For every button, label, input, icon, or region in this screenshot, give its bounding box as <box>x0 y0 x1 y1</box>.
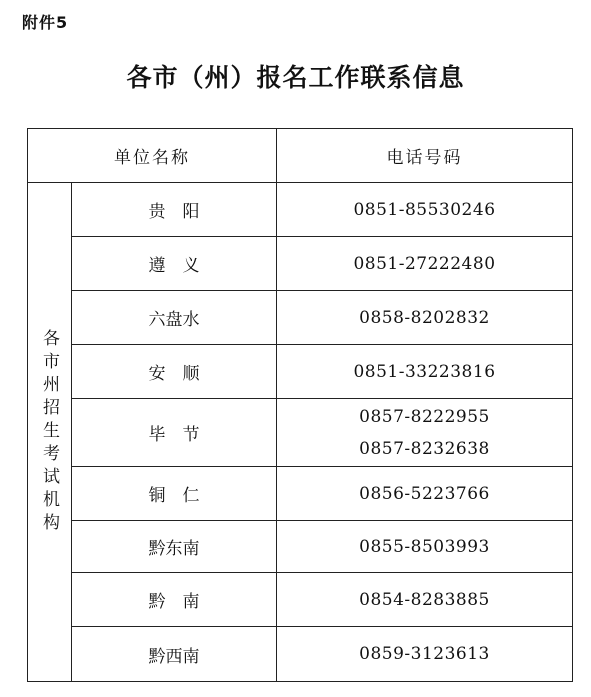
phone-number: 0851-27222480 <box>353 253 496 274</box>
document-title: 各市（州）报名工作联系信息 <box>126 63 465 92</box>
table-row <box>28 183 573 237</box>
phone-cell <box>277 291 573 345</box>
phone-number: 0859-3123613 <box>359 644 490 664</box>
phone-number: 0854-8283885 <box>359 589 490 610</box>
phone-number: 0857-8232638 <box>359 438 490 459</box>
unit-name: 黔西南 <box>72 627 277 682</box>
phone-cell <box>277 521 573 573</box>
phone-number: 0858-8202832 <box>359 307 490 328</box>
table-row <box>28 399 573 467</box>
phone-cell <box>277 573 573 627</box>
table-row <box>28 573 573 627</box>
unit-name: 六盘水 <box>72 291 277 345</box>
table-row <box>28 291 573 345</box>
table-row <box>28 627 573 682</box>
phone-cell <box>277 627 573 682</box>
phone-cell <box>277 467 573 521</box>
header-unit-name: 单位名称 <box>28 129 277 183</box>
unit-name: 铜 仁 <box>72 467 277 521</box>
phone-number: 0857-8222955 <box>359 406 490 427</box>
table-header-row <box>28 129 573 183</box>
side-label-cell <box>28 183 72 682</box>
phone-number: 0855-8503993 <box>359 536 490 557</box>
header-phone-number: 电话号码 <box>277 129 573 183</box>
contact-table <box>27 128 573 682</box>
attachment-label: 附件5 <box>22 13 69 32</box>
unit-name: 安 顺 <box>72 345 277 399</box>
table-row <box>28 467 573 521</box>
side-label: 各市州招生考试机构 <box>39 328 59 536</box>
unit-name: 遵 义 <box>72 237 277 291</box>
unit-name: 黔 南 <box>72 573 277 627</box>
table-row <box>28 521 573 573</box>
unit-name: 贵 阳 <box>72 183 277 237</box>
phone-cell <box>277 399 573 467</box>
phone-cell <box>277 237 573 291</box>
phone-cell <box>277 183 573 237</box>
phone-number: 0856-5223766 <box>359 483 490 504</box>
phone-number: 0851-85530246 <box>353 199 496 220</box>
phone-number: 0851-33223816 <box>353 361 496 382</box>
unit-name: 毕 节 <box>72 399 277 467</box>
table-row <box>28 345 573 399</box>
table-row <box>28 237 573 291</box>
phone-cell <box>277 345 573 399</box>
unit-name: 黔东南 <box>72 521 277 573</box>
